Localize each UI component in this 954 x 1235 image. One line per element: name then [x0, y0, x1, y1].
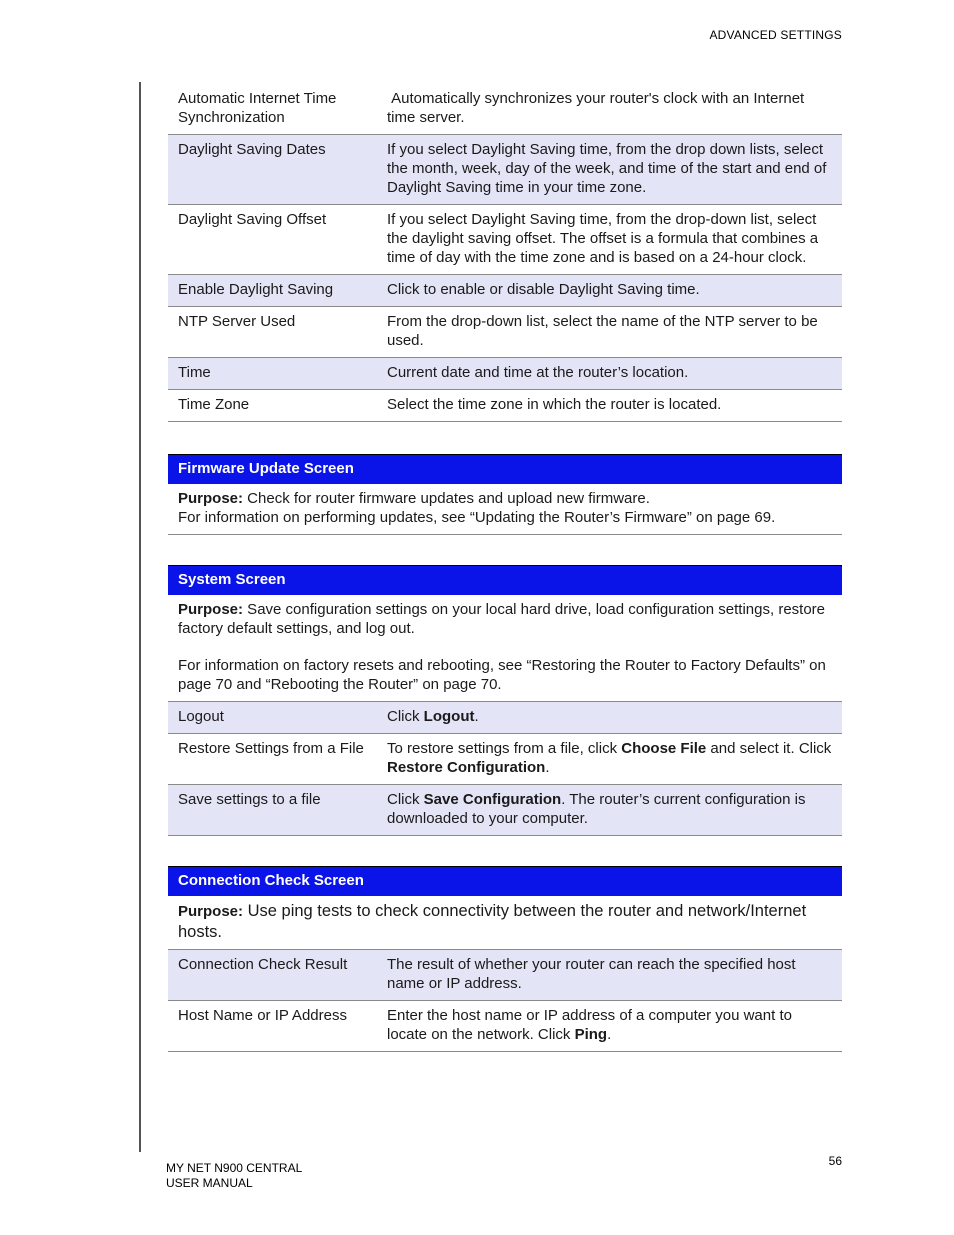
connection-check-section: [168, 866, 842, 1052]
page-number: 56: [828, 1154, 842, 1168]
page-header-title: ADVANCED SETTINGS: [709, 28, 842, 42]
left-margin-rule: [139, 82, 141, 1152]
section-title: System Screen: [168, 565, 842, 595]
field-description: Click to enable or disable Daylight Saving time.: [377, 275, 842, 307]
field-description: Automatically synchronizes your router's clock with an Internet time server.: [377, 84, 842, 135]
table-row: [168, 135, 842, 205]
purpose-info: For information on performing updates, see “Updating the Router’s Firmware” on page 69.: [178, 509, 776, 526]
section-purpose: [168, 595, 842, 702]
table-row: [168, 950, 842, 1001]
field-name: Enable Daylight Saving: [168, 275, 377, 307]
desc-text: .: [474, 708, 479, 725]
section-purpose: [168, 484, 842, 535]
table-row: [168, 84, 842, 135]
page-content: [168, 84, 842, 1052]
purpose-info: For information on factory resets and rebooting, see “Restoring the Router to Factory Defaults” on page 70 and “Rebooting the Router” on page 70.: [178, 657, 826, 693]
field-description: If you select Daylight Saving time, from the drop-down list, select the daylight saving offset. The offset is a formula that combines a time of day with the time zone and is based on a 24-hour clock.: [377, 205, 842, 275]
field-name: Logout: [168, 702, 377, 734]
field-description: Current date and time at the router’s location.: [377, 358, 842, 390]
table-row: [168, 358, 842, 390]
table-row: [168, 734, 842, 785]
purpose-text: Use ping tests to check connectivity between the router and network/Internet hosts.: [178, 902, 807, 941]
desc-text: .: [607, 1026, 612, 1043]
table-row: [168, 785, 842, 836]
desc-text: Click: [387, 708, 424, 725]
section-title: Firmware Update Screen: [168, 454, 842, 484]
desc-bold: Ping: [574, 1026, 608, 1043]
footer-line-1: MY NET N900 CENTRAL: [166, 1161, 303, 1175]
purpose-text: Check for router firmware updates and upload new firmware.: [243, 490, 650, 507]
desc-bold: Choose File: [621, 740, 707, 757]
connection-table: [168, 950, 842, 1052]
table-row: [168, 307, 842, 358]
table-row: [168, 390, 842, 422]
purpose-text: Save configuration settings on your local hard drive, load configuration settings, restore factory default settings, and log out.: [178, 601, 826, 637]
desc-text: Enter the host name or IP address of a computer you want to locate on the network. Click: [387, 1007, 792, 1043]
field-description: [377, 734, 842, 785]
desc-text: and select it. Click: [706, 740, 832, 757]
firmware-update-section: [168, 454, 842, 535]
desc-text: .: [545, 759, 550, 776]
section-title: Connection Check Screen: [168, 866, 842, 896]
purpose-label: Purpose:: [178, 490, 244, 507]
field-name: Daylight Saving Offset: [168, 205, 377, 275]
desc-text: Click: [387, 791, 424, 808]
field-description: [377, 702, 842, 734]
field-name: Time Zone: [168, 390, 377, 422]
purpose-label: Purpose:: [178, 903, 244, 920]
field-description: From the drop-down list, select the name of the NTP server to be used.: [377, 307, 842, 358]
table-row: [168, 702, 842, 734]
purpose-label: Purpose:: [178, 601, 244, 618]
field-name: Save settings to a file: [168, 785, 377, 836]
field-description: [377, 1001, 842, 1052]
field-name: Connection Check Result: [168, 950, 377, 1001]
field-name: Host Name or IP Address: [168, 1001, 377, 1052]
footer-line-2: USER MANUAL: [166, 1176, 253, 1190]
desc-text: . The router’s current configuration is downloaded to your computer.: [387, 791, 806, 827]
desc-bold: Save Configuration: [423, 791, 562, 808]
field-name: Automatic Internet Time Synchronization: [168, 84, 377, 135]
field-name: Daylight Saving Dates: [168, 135, 377, 205]
footer-manual-title: [166, 1161, 302, 1191]
section-purpose: [168, 896, 842, 950]
desc-bold: Restore Configuration: [387, 759, 546, 776]
system-table: [168, 702, 842, 836]
field-description: [377, 785, 842, 836]
field-description: The result of whether your router can reach the specified host name or IP address.: [377, 950, 842, 1001]
table-row: [168, 1001, 842, 1052]
field-name: NTP Server Used: [168, 307, 377, 358]
system-section: [168, 565, 842, 836]
field-description: Select the time zone in which the router is located.: [377, 390, 842, 422]
desc-text: To restore settings from a file, click: [387, 740, 622, 757]
time-settings-table: [168, 84, 842, 422]
table-row: [168, 205, 842, 275]
field-description: If you select Daylight Saving time, from the drop down lists, select the month, week, day of the week, and time of the start and end of Daylight Saving time in your time zone.: [377, 135, 842, 205]
desc-bold: Logout: [423, 708, 475, 725]
field-name: Time: [168, 358, 377, 390]
field-name: Restore Settings from a File: [168, 734, 377, 785]
table-row: [168, 275, 842, 307]
